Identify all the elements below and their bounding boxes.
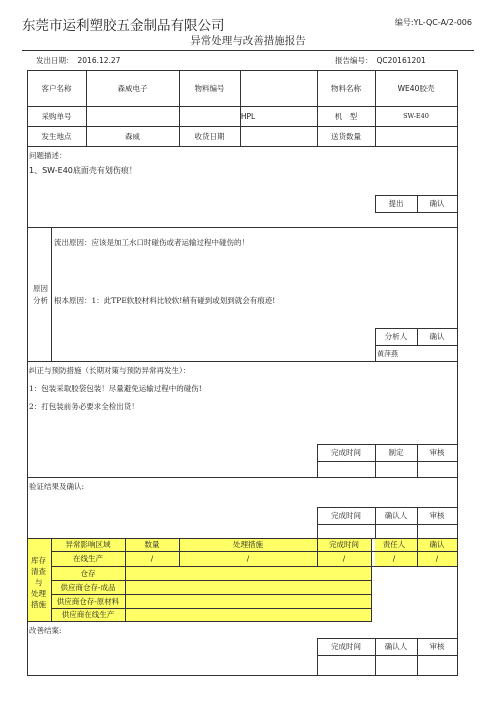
inventory-header-area: 异常影响区域 <box>65 540 111 549</box>
verify-done-time-label: 完成时间 <box>331 511 361 520</box>
report-number-value: QC20161201 <box>376 56 426 65</box>
verify-confirmer-label: 确认人 <box>384 511 408 520</box>
verify-review-label: 审核 <box>429 511 445 520</box>
qty-label: 送货数量 <box>331 131 361 141</box>
header-divider <box>22 50 474 51</box>
issue-date <box>36 55 120 66</box>
issue-date-value: 2016.12.27 <box>77 56 121 65</box>
inventory-row-area: 仓存 <box>80 568 96 578</box>
inventory-label-line4: 处理 <box>31 589 46 598</box>
verify-label: 验证结果及确认: <box>29 482 85 491</box>
po-label: 采购单号 <box>41 111 72 121</box>
report-number <box>335 55 426 66</box>
improve-review-label: 审核 <box>429 642 445 651</box>
problem-text: 1、SW-E40底面壳有划伤痕！ <box>29 166 137 175</box>
company-name: 东莞市运利塑胶五金制品有限公司 <box>22 18 225 34</box>
inventory-row-qty: / <box>150 554 154 563</box>
inventory-row-area: 在线生产 <box>73 554 103 563</box>
outflow-cause: 流出原因：应该是加工水口时碰伤或者运输过程中碰伤的！ <box>54 238 249 247</box>
action-done-time-label: 完成时间 <box>331 448 361 457</box>
inventory-row-area: 供应商仓存-原材料 <box>56 596 120 606</box>
cause-label-line2: 分析 <box>33 296 48 305</box>
action-review-label: 审核 <box>429 448 445 457</box>
problem-confirm-label: 确认 <box>429 199 445 208</box>
issue-date-label: 发出日期： <box>36 56 74 65</box>
problem-raise-label: 提出 <box>388 199 404 208</box>
hpl-value: HPL <box>240 111 256 121</box>
model-value: SW-E40 <box>403 112 429 120</box>
receive-date-value <box>240 126 317 146</box>
location-value: 森威 <box>125 131 140 141</box>
improve-confirmer-label: 确认人 <box>384 642 408 651</box>
cause-confirm-label: 确认 <box>429 332 445 341</box>
inventory-row-time: / <box>342 554 346 563</box>
inventory-header-qty: 数量 <box>144 540 160 549</box>
customer-label: 客户名称 <box>41 83 72 93</box>
problem-label: 问题描述： <box>29 151 67 160</box>
analyst-label: 分析人 <box>384 332 408 341</box>
customer-value: 森威电子 <box>117 83 148 93</box>
action-made-by-label: 制定 <box>388 448 404 457</box>
action-item-1: 1：包装采取胶袋包装！尽量避免运输过程中的碰伤! <box>29 384 202 393</box>
material-no-label: 物料编号 <box>194 83 225 93</box>
inventory-header-owner: 责任人 <box>382 540 406 549</box>
inventory-label-line2: 清查 <box>31 567 46 576</box>
inventory-row-measure: / <box>246 554 250 563</box>
inventory-header-confirm: 确认 <box>429 540 445 549</box>
document-number: 编号:YL-QC-A/2-006 <box>394 18 472 27</box>
inventory-row-confirm: / <box>435 554 439 563</box>
inventory-label-line3: 与 <box>35 578 43 587</box>
action-label: 纠正与预防措施（长期对策与预防异常再发生）： <box>29 366 191 375</box>
inventory-header-measure: 处理措施 <box>233 540 263 549</box>
inventory-row-area: 供应商仓存-成品 <box>60 582 116 592</box>
inventory-row-area: 供应商在线生产 <box>61 610 115 619</box>
inventory-header-time: 完成时间 <box>329 540 359 549</box>
report-title: 异常处理与改善措施报告 <box>190 35 306 47</box>
po-value <box>86 106 179 126</box>
model-label: 机 型 <box>334 111 358 121</box>
receive-date-label: 收货日期 <box>194 131 225 141</box>
root-cause: 根本原因：1：此TPE软胶材料比较软!稍有碰到或划到就会有痕迹! <box>54 296 276 305</box>
report-number-label: 报告编号： <box>335 56 373 65</box>
material-name-label: 物料名称 <box>331 83 361 93</box>
material-no-value <box>240 70 317 106</box>
inventory-label-line1: 库存 <box>31 556 46 565</box>
inventory-label-line5: 措施 <box>31 600 46 609</box>
analyst-value: 黄萍燕 <box>377 350 398 358</box>
location-label: 发生地点 <box>41 131 72 141</box>
material-name-value: WE40胶壳 <box>397 83 435 93</box>
qty-value <box>375 126 457 146</box>
improve-done-time-label: 完成时间 <box>331 642 361 651</box>
inventory-row-owner: / <box>392 554 396 563</box>
improve-label: 改善结案: <box>29 626 62 635</box>
action-item-2: 2：打包装前务必要求全检出货！ <box>29 402 139 411</box>
cause-label-line1: 原因 <box>33 284 48 293</box>
